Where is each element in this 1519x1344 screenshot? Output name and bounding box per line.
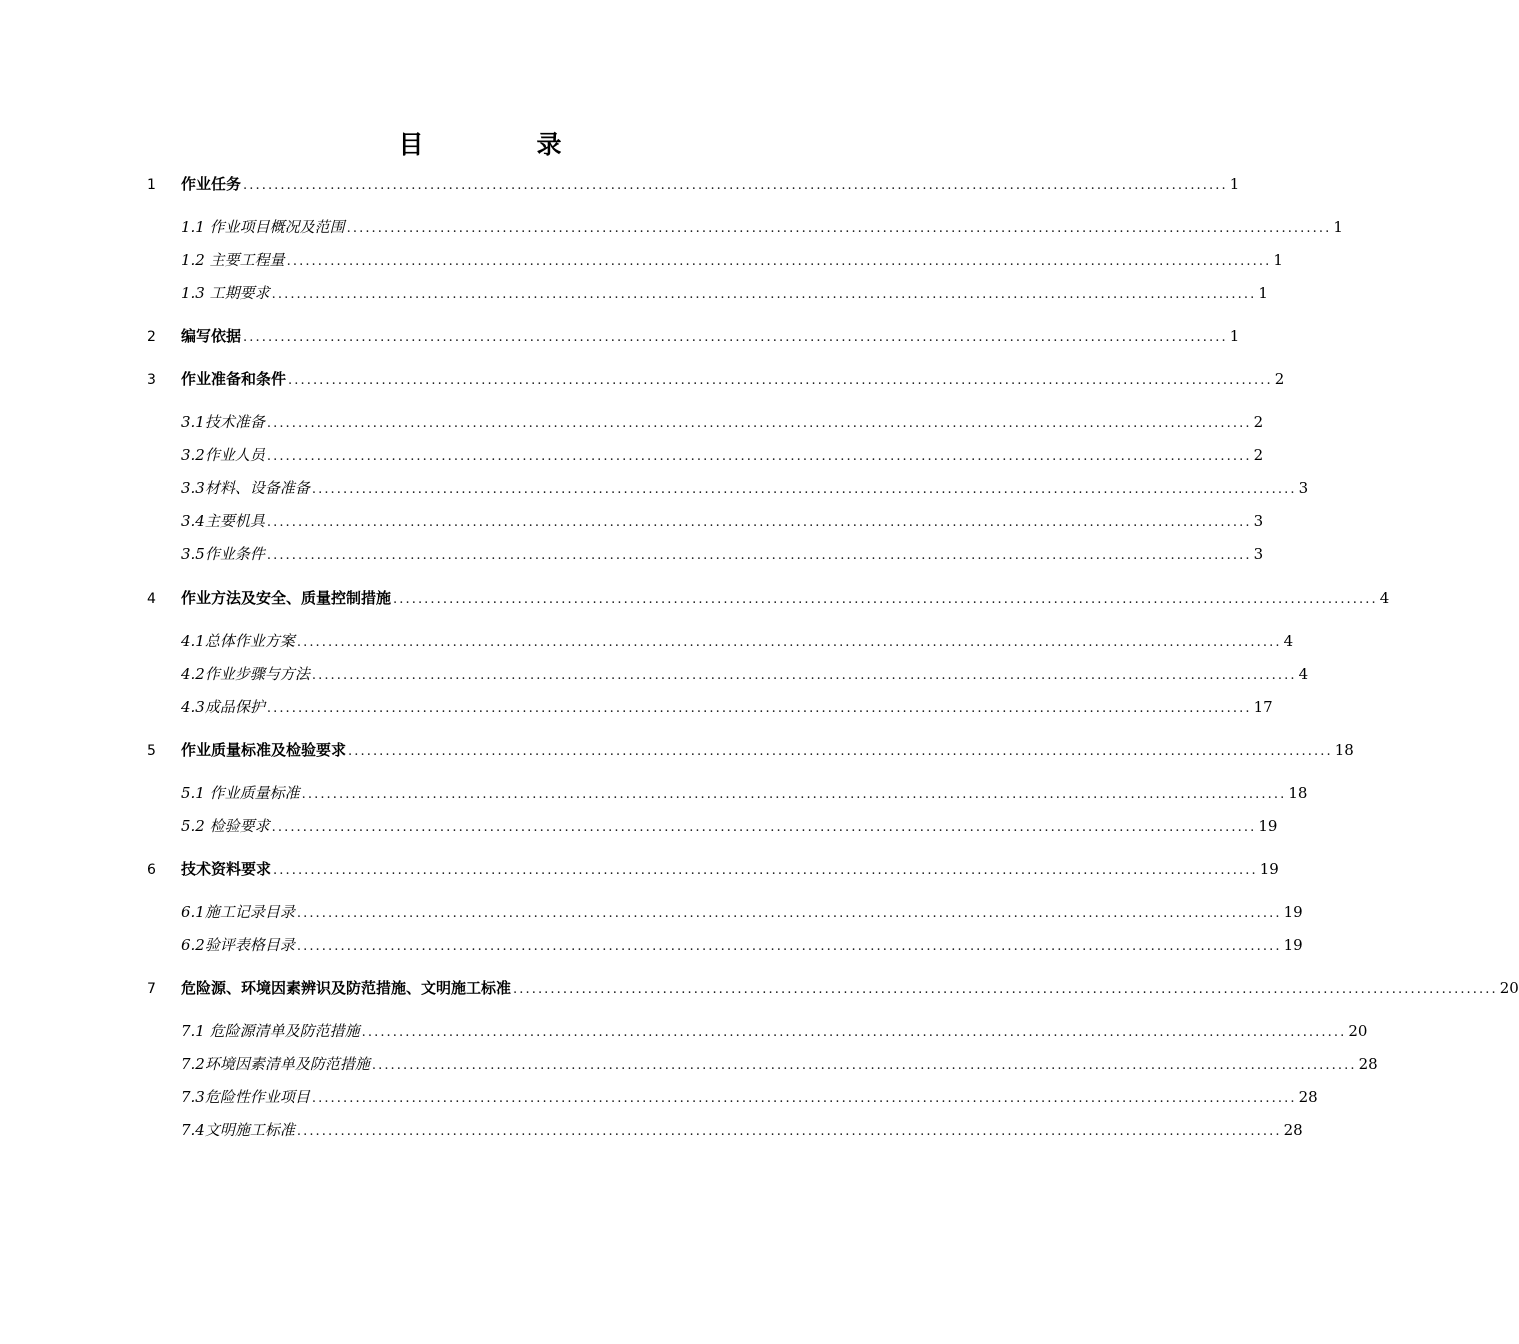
toc-entry-page: 19 — [1258, 817, 1278, 835]
toc-entry-page: 18 — [1334, 741, 1354, 759]
toc-dot-leader: .............................................................................................................................................................. — [311, 1091, 1297, 1106]
toc-dot-leader: .............................................................................................................................................................. — [286, 254, 1272, 269]
toc-dot-leader: .............................................................................................................................................................. — [296, 1124, 1282, 1139]
toc-entry-page: 19 — [1283, 903, 1303, 921]
toc-entry-page: 28 — [1358, 1055, 1378, 1073]
toc-entry-section-3-1[interactable] — [181, 412, 1264, 432]
toc-entry-page: 4 — [1379, 589, 1390, 607]
toc-entry-title: 3.5作业条件 — [181, 545, 265, 563]
toc-entry-title: 3.3材料、设备准备 — [181, 479, 310, 497]
toc-entry-title: 1.3 工期要求 — [181, 284, 270, 302]
toc-dot-leader: .............................................................................................................................................................. — [273, 863, 1258, 878]
toc-entry-page: 18 — [1288, 784, 1308, 802]
toc-entry-page: 2 — [1253, 413, 1264, 431]
toc-dot-leader: .............................................................................................................................................................. — [393, 592, 1378, 607]
toc-dot-leader: .............................................................................................................................................................. — [371, 1058, 1357, 1073]
toc-entry-title: 6.2验评表格目录 — [181, 936, 295, 954]
toc-dot-leader: .............................................................................................................................................................. — [301, 787, 1287, 802]
toc-entry-page: 1 — [1273, 251, 1283, 269]
toc-dot-leader: .............................................................................................................................................................. — [266, 449, 1252, 464]
toc-entry-title: 3.2作业人员 — [181, 446, 265, 464]
toc-entry-section-5[interactable] — [147, 740, 1354, 760]
toc-entry-number: 7 — [147, 981, 156, 997]
toc-entry-section-1-1[interactable] — [181, 217, 1343, 237]
toc-entry-page: 2 — [1274, 370, 1285, 388]
toc-dot-leader: .............................................................................................................................................................. — [296, 635, 1282, 650]
toc-entry-page: 19 — [1283, 936, 1303, 954]
toc-dot-leader: .............................................................................................................................................................. — [266, 548, 1252, 563]
toc-dot-leader: .............................................................................................................................................................. — [346, 221, 1332, 236]
toc-entry-page: 17 — [1253, 698, 1273, 716]
toc-entry-section-3-3[interactable] — [181, 478, 1309, 498]
toc-entry-page: 3 — [1298, 479, 1309, 497]
toc-entry-section-7[interactable] — [147, 978, 1519, 998]
toc-dot-leader: .............................................................................................................................................................. — [266, 701, 1252, 716]
toc-entry-section-7-3[interactable] — [181, 1087, 1318, 1107]
toc-entry-title: 作业任务 — [181, 175, 242, 193]
toc-entry-number: 3 — [147, 372, 156, 388]
toc-entry-section-5-2[interactable] — [181, 816, 1278, 836]
toc-entry-number: 6 — [147, 862, 156, 878]
toc-dot-leader: .............................................................................................................................................................. — [513, 982, 1498, 997]
toc-entry-title: 7.4文明施工标准 — [181, 1121, 295, 1139]
toc-entry-number: 5 — [147, 743, 156, 759]
page-title: 目 录 — [398, 130, 606, 159]
toc-entry-section-7-4[interactable] — [181, 1120, 1303, 1140]
toc-entry-page: 3 — [1253, 512, 1264, 530]
toc-entry-section-3-4[interactable] — [181, 511, 1264, 531]
toc-entry-section-1[interactable] — [147, 174, 1240, 194]
toc-entry-title: 7.3危险性作业项目 — [181, 1088, 310, 1106]
toc-dot-leader: .............................................................................................................................................................. — [348, 744, 1333, 759]
toc-entry-number: 1 — [147, 177, 156, 193]
toc-entry-section-3-2[interactable] — [181, 445, 1264, 465]
toc-entry-page: 4 — [1283, 632, 1294, 650]
toc-entry-title: 作业准备和条件 — [181, 370, 287, 388]
toc-dot-leader: .............................................................................................................................................................. — [271, 287, 1257, 302]
toc-dot-leader: .............................................................................................................................................................. — [243, 178, 1228, 193]
toc-dot-leader: .............................................................................................................................................................. — [296, 939, 1282, 954]
toc-entry-title: 6.1施工记录目录 — [181, 903, 295, 921]
toc-entry-section-3-5[interactable] — [181, 544, 1264, 564]
toc-entry-section-6-1[interactable] — [181, 902, 1303, 922]
toc-entry-page: 28 — [1298, 1088, 1318, 1106]
toc-entry-title: 危险源、环境因素辨识及防范措施、文明施工标准 — [181, 979, 512, 997]
toc-entry-section-2[interactable] — [147, 326, 1240, 346]
toc-dot-leader: .............................................................................................................................................................. — [243, 330, 1228, 345]
toc-entry-number: 2 — [147, 329, 156, 345]
toc-entry-page: 1 — [1229, 175, 1240, 193]
toc-dot-leader: .............................................................................................................................................................. — [271, 820, 1257, 835]
toc-dot-leader: .............................................................................................................................................................. — [266, 515, 1252, 530]
toc-entry-page: 1 — [1229, 327, 1240, 345]
toc-dot-leader: .............................................................................................................................................................. — [296, 906, 1282, 921]
toc-entry-section-6-2[interactable] — [181, 935, 1303, 955]
toc-dot-leader: .............................................................................................................................................................. — [311, 482, 1297, 497]
toc-entry-page: 1 — [1333, 218, 1343, 236]
toc-dot-leader: .............................................................................................................................................................. — [266, 416, 1252, 431]
toc-entry-section-7-2[interactable] — [181, 1054, 1378, 1074]
toc-entry-title: 编写依据 — [181, 327, 242, 345]
toc-entry-number: 4 — [147, 591, 156, 607]
toc-entry-section-4-2[interactable] — [181, 664, 1309, 684]
toc-entry-title: 5.2 检验要求 — [181, 817, 270, 835]
toc-entry-section-4-3[interactable] — [181, 697, 1273, 717]
toc-entry-section-4-1[interactable] — [181, 631, 1294, 651]
toc-entry-page: 19 — [1259, 860, 1279, 878]
toc-dot-leader: .............................................................................................................................................................. — [288, 373, 1273, 388]
toc-entry-page: 20 — [1348, 1022, 1368, 1040]
toc-entry-title: 4.2作业步骤与方法 — [181, 665, 310, 683]
toc-entry-title: 3.1技术准备 — [181, 413, 265, 431]
toc-entry-section-4[interactable] — [147, 588, 1390, 608]
toc-entry-title: 7.2环境因素清单及防范措施 — [181, 1055, 370, 1073]
toc-dot-leader: .............................................................................................................................................................. — [311, 668, 1297, 683]
toc-entry-section-7-1[interactable] — [181, 1021, 1368, 1041]
toc-entry-page: 2 — [1253, 446, 1264, 464]
toc-entry-section-3[interactable] — [147, 369, 1285, 389]
toc-entry-page: 28 — [1283, 1121, 1303, 1139]
toc-entry-page: 20 — [1499, 979, 1519, 997]
toc-entry-section-1-2[interactable] — [181, 250, 1283, 270]
toc-entry-title: 4.1总体作业方案 — [181, 632, 295, 650]
toc-entry-title: 4.3成品保护 — [181, 698, 265, 716]
toc-entry-section-6[interactable] — [147, 859, 1279, 879]
toc-entry-title: 5.1 作业质量标准 — [181, 784, 300, 802]
toc-entry-title: 1.1 作业项目概况及范围 — [181, 218, 345, 236]
toc-entry-title: 7.1 危险源清单及防范措施 — [181, 1022, 360, 1040]
toc-entry-page: 4 — [1298, 665, 1309, 683]
toc-entry-title: 作业方法及安全、质量控制措施 — [181, 589, 392, 607]
toc-entry-section-5-1[interactable] — [181, 783, 1308, 803]
toc-entry-page: 3 — [1253, 545, 1264, 563]
toc-dot-leader: .............................................................................................................................................................. — [361, 1025, 1347, 1040]
toc-entry-page: 1 — [1258, 284, 1268, 302]
toc-entry-section-1-3[interactable] — [181, 283, 1268, 303]
toc-entry-title: 作业质量标准及检验要求 — [181, 741, 347, 759]
toc-entry-title: 1.2 主要工程量 — [181, 251, 285, 269]
toc-entry-title: 3.4主要机具 — [181, 512, 265, 530]
toc-entry-title: 技术资料要求 — [181, 860, 272, 878]
